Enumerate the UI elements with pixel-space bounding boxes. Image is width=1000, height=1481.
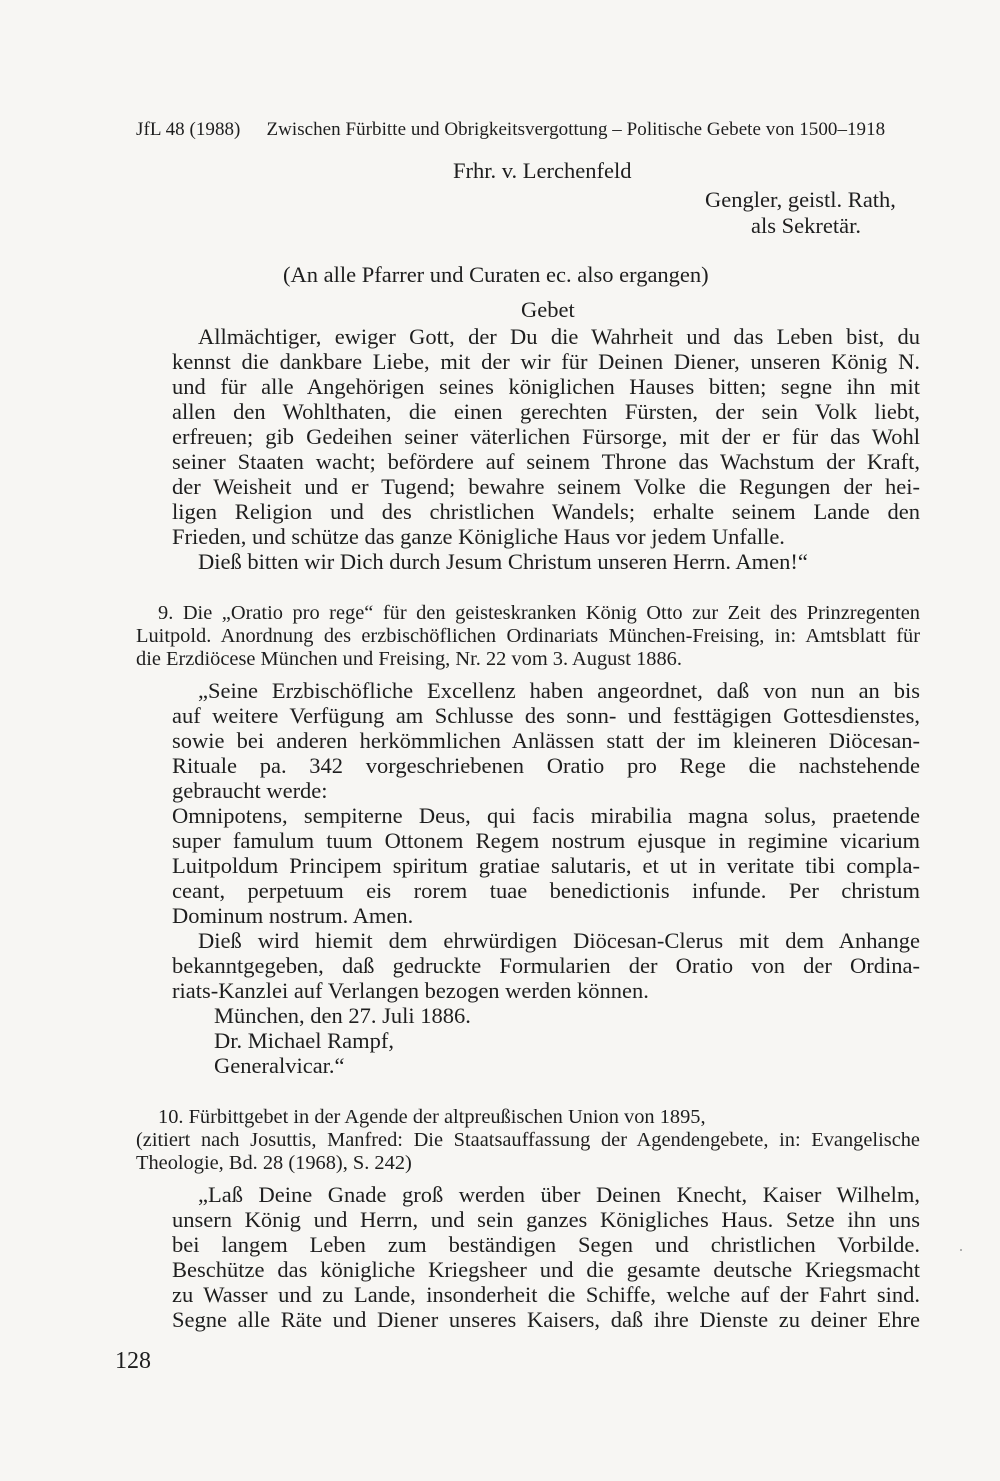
oratio-line: Luitpoldum Principem spiritum gratiae salutaris, et ut in veritate tibi compla-	[172, 853, 920, 878]
section9-body-line: auf weitere Verfügung am Schlusse des sonn- und festtägigen Gottesdienstes,	[172, 703, 920, 728]
gebet-line: allen den Wohlthaten, die einen gerechten Fürsten, der sein Volk liebt,	[172, 399, 920, 424]
section10-body-line: Segne alle Räte und Diener unseres Kaisers, daß ihre Dienste zu deiner Ehre	[172, 1307, 920, 1332]
gebet-line: seiner Staaten wacht; befördere auf seinem Throne das Wachstum der Kraft,	[172, 449, 920, 474]
section10-heading-line: Theologie, Bd. 28 (1968), S. 242)	[136, 1152, 412, 1174]
section10-body-line: zu Wasser und zu Lande, insonderheit die Schiffe, welche auf der Fahrt sind.	[172, 1282, 920, 1307]
page-number: 128	[115, 1348, 151, 1374]
section10-body-line: „Laß Deine Gnade groß werden über Deinen Knecht, Kaiser Wilhelm,	[198, 1182, 920, 1207]
date-line: München, den 27. Juli 1886.	[214, 1003, 471, 1028]
section10-heading-line: 10. Fürbittgebet in der Agende der altpreußischen Union von 1895,	[158, 1106, 706, 1128]
oratio-line: Dominum nostrum. Amen.	[172, 903, 414, 928]
section9-heading-line: 9. Die „Oratio pro rege“ für den geisteskranken König Otto zur Zeit des Prinzregenten	[158, 602, 920, 624]
section9-heading-line: Luitpold. Anordnung des erzbischöflichen Ordinariats München-Freising, in: Amtsblatt für	[136, 625, 920, 647]
gebet-line: erfreuen; gib Gedeihen seiner väterlichen Fürsorge, mit der er für das Wohl	[172, 424, 920, 449]
section9-body-line: bekanntgegeben, daß gedruckte Formularien der Oratio von der Ordina-	[172, 953, 920, 978]
section10-body-line: unsern König und Herrn, und sein ganzes Königliches Haus. Setze ihn uns	[172, 1207, 920, 1232]
oratio-line: super famulum tuum Ottonem Regem nostrum ejusque in regimine vicarium	[172, 828, 920, 853]
gebet-line: Dieß bitten wir Dich durch Jesum Christum unseren Herrn. Amen!“	[198, 549, 808, 574]
gebet-line: ligen Religion und des christlichen Wandels; erhalte seinem Lande den	[172, 499, 920, 524]
section9-heading-line: die Erzdiöcese München und Freising, Nr. 22 vom 3. August 1886.	[136, 648, 682, 670]
section9-body-line: „Seine Erzbischöfliche Excellenz haben angeordnet, daß von nun an bis	[198, 678, 920, 703]
section9-body-line: riats-Kanzlei auf Verlangen bezogen werden können.	[172, 978, 649, 1003]
signature-lerchenfeld: Frhr. v. Lerchenfeld	[453, 158, 632, 183]
gebet-heading: Gebet	[521, 297, 575, 322]
signature-secretary: als Sekretär.	[751, 213, 861, 238]
section9-body-line: Rituale pa. 342 vorgeschriebenen Oratio pro Rege die nachstehende	[172, 753, 920, 778]
signature-rampf: Dr. Michael Rampf,	[214, 1028, 394, 1053]
gebet-line: Frieden, und schütze das ganze Königliche Haus vor jedem Unfalle.	[172, 524, 785, 549]
section10-body-line: bei langem Leben zum beständigen Segen und christlichen Vorbilde.	[172, 1232, 920, 1257]
oratio-line: ceant, perpetuum eis rorem tuae benedictionis infunde. Per christum	[172, 878, 920, 903]
running-title: Zwischen Fürbitte und Obrigkeitsvergottung – Politische Gebete von 1500–1918	[266, 119, 886, 140]
running-header	[136, 119, 885, 141]
signature-title: Generalvicar.“	[214, 1053, 345, 1078]
gebet-line: der Weisheit und er Tugend; bewahre seinem Volke die Regungen der hei-	[172, 474, 920, 499]
section9-body-line: Dieß wird hiemit dem ehrwürdigen Diöcesan-Clerus mit dem Anhange	[198, 928, 920, 953]
oratio-line: Omnipotens, sempiterne Deus, qui facis mirabilia magna solus, praetende	[172, 803, 920, 828]
journal-reference: JfL 48 (1988)	[136, 119, 241, 140]
section9-body-line: sowie bei anderen herkömmlichen Anlässen statt der im kleineren Diöcesan-	[172, 728, 920, 753]
gebet-line: und für alle Angehörigen seines königlichen Hauses bitten; segne ihn mit	[172, 374, 920, 399]
section10-body-line: Beschütze das königliche Kriegsheer und die gesamte deutsche Kriegsmacht	[172, 1257, 920, 1282]
section9-body-line: gebraucht werde:	[172, 778, 328, 803]
signature-gengler: Gengler, geistl. Rath,	[705, 187, 896, 212]
gebet-line: Allmächtiger, ewiger Gott, der Du die Wahrheit und das Leben bist, du	[198, 324, 920, 349]
scan-speck	[960, 1249, 962, 1251]
note-pfarrer: (An alle Pfarrer und Curaten ec. also ergangen)	[283, 262, 709, 287]
gebet-line: kennst die dankbare Liebe, mit der wir für Deinen Diener, unseren König N.	[172, 349, 920, 374]
section10-heading-line: (zitiert nach Josuttis, Manfred: Die Staatsauffassung der Agendengebete, in: Evangelische	[136, 1129, 920, 1151]
